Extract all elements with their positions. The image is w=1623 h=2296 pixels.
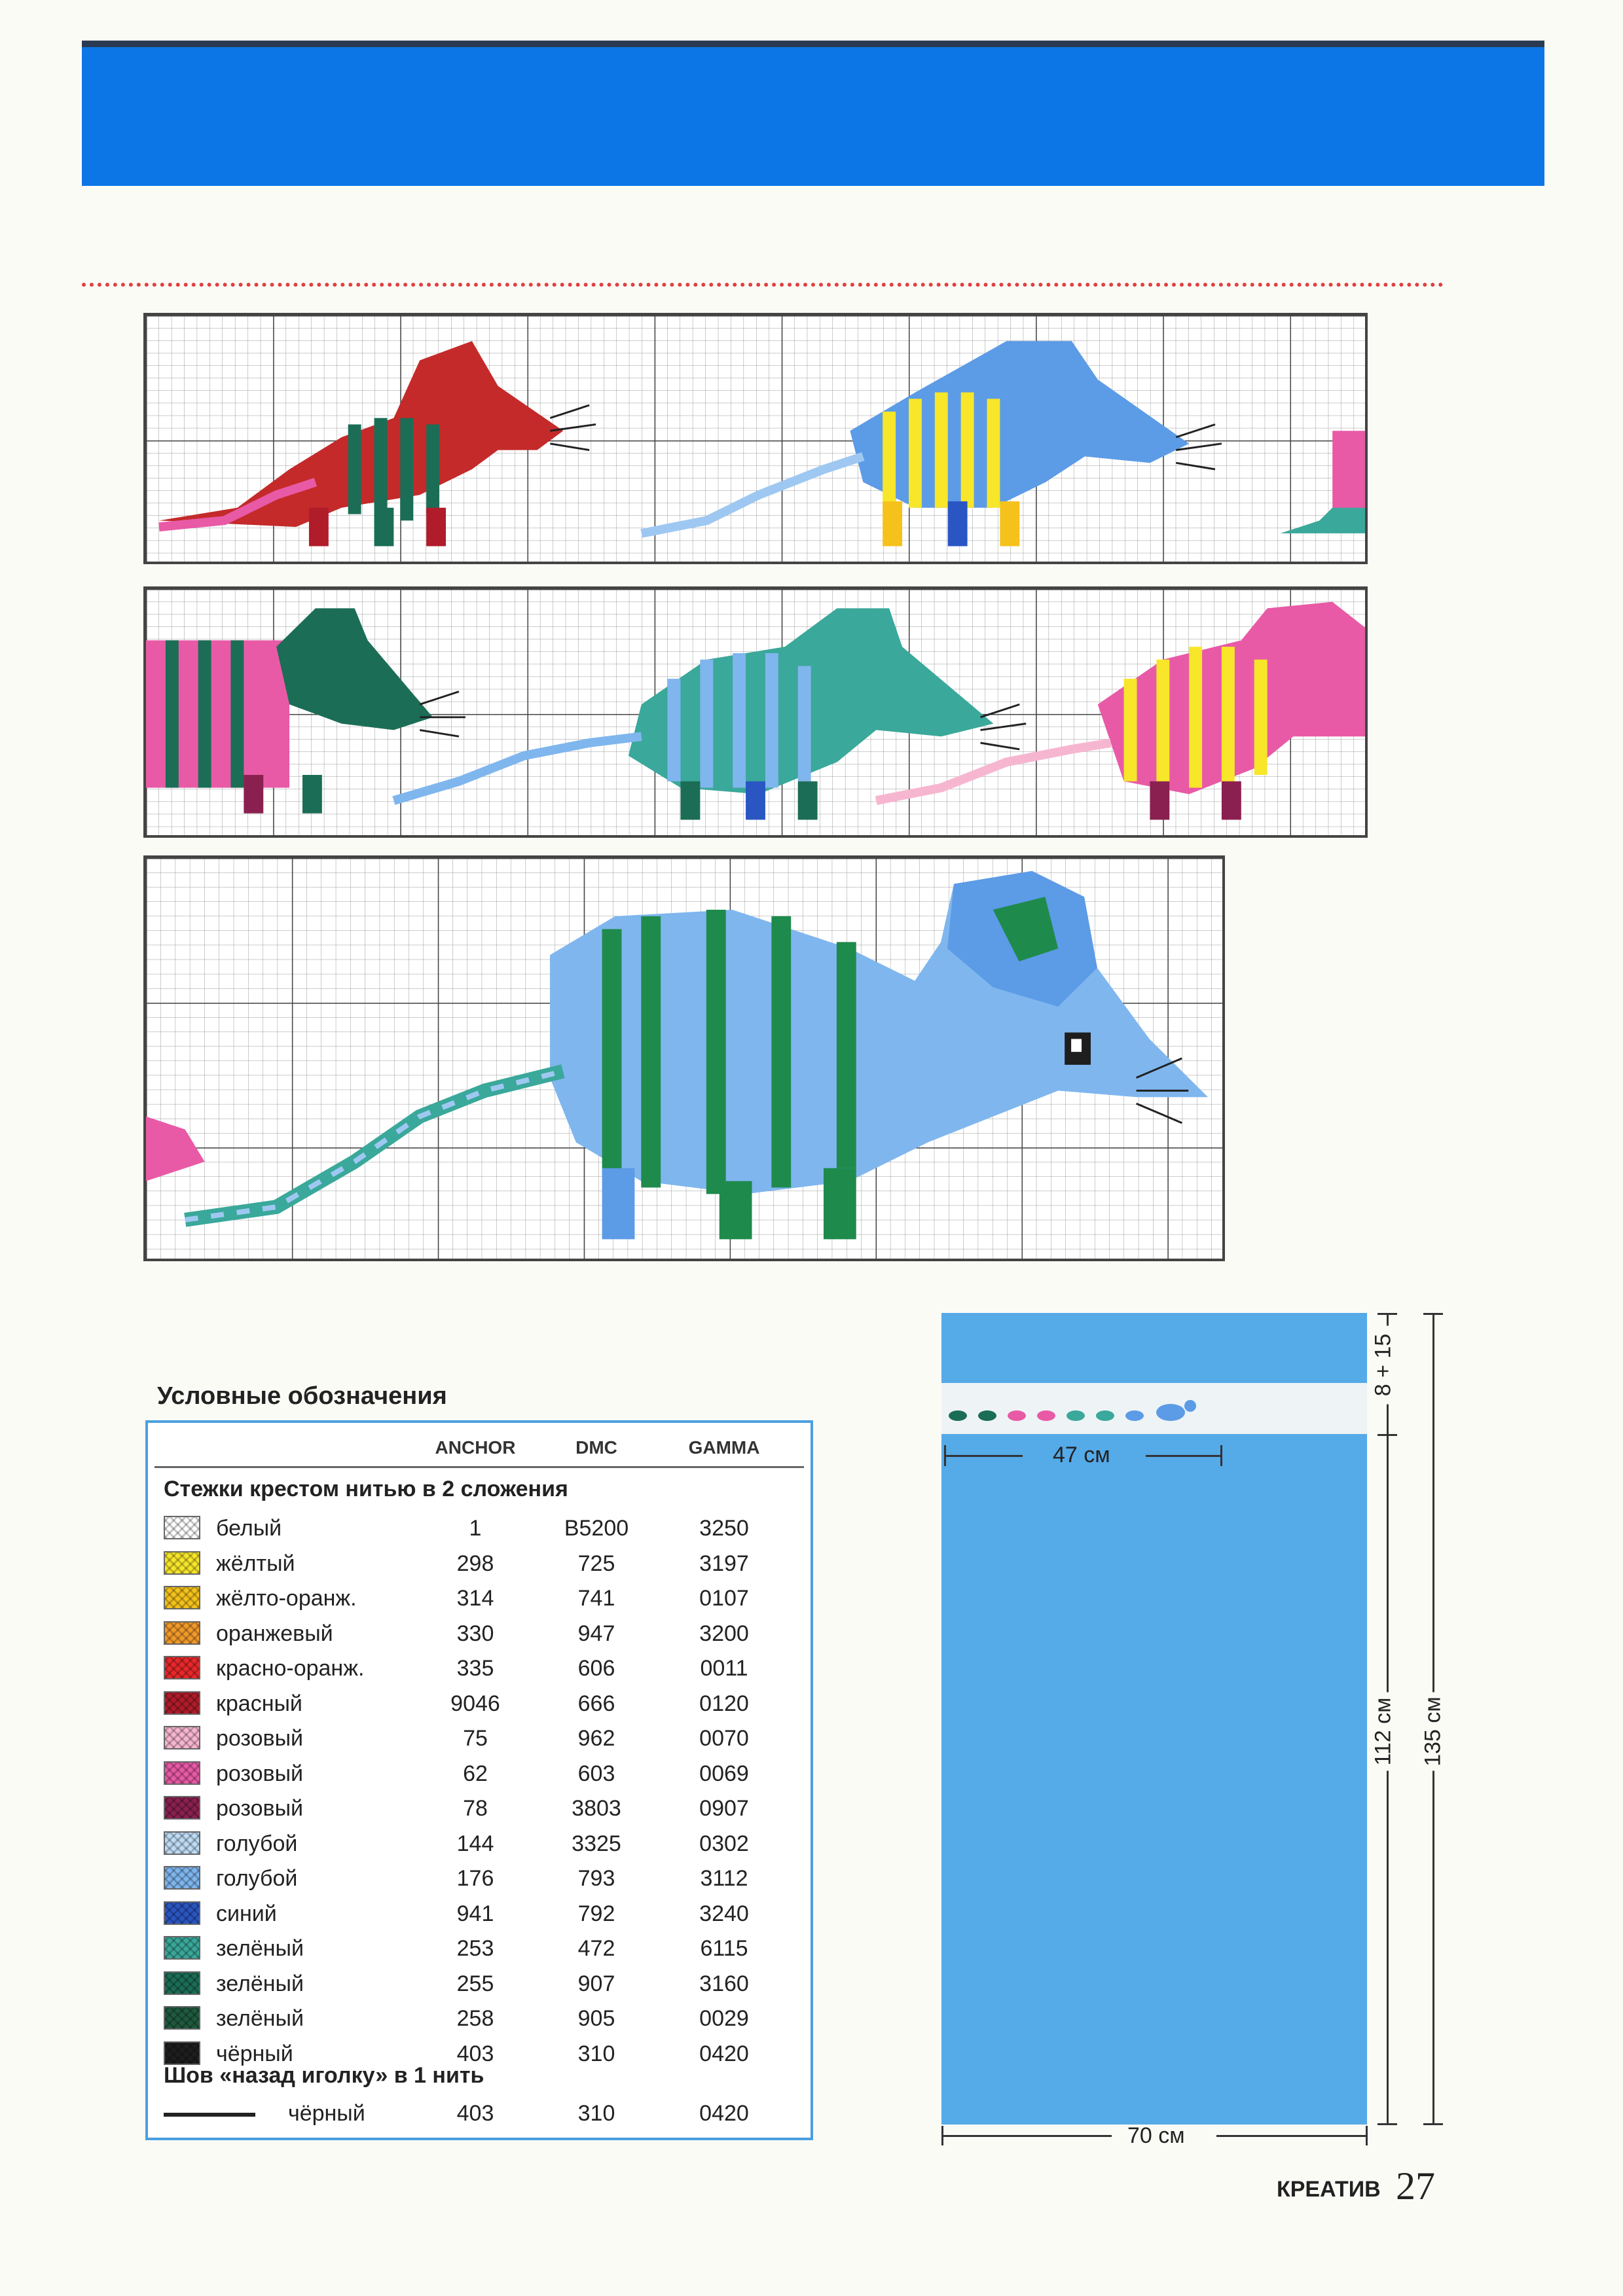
legend-gamma-value: 3197 [699, 1551, 749, 1576]
band-width-label: 47 см [1053, 1443, 1110, 1467]
legend-gamma-value: 0069 [699, 1761, 749, 1786]
color-swatch [164, 1586, 200, 1609]
legend-gamma-value: 0070 [699, 1726, 749, 1751]
legend-anchor-value: 1 [469, 1516, 482, 1541]
towel-embroidery-band [941, 1383, 1367, 1434]
backstitch-line-swatch [164, 2113, 255, 2117]
backstitch-heading: Шов «назад иголку» в 1 нить [164, 2063, 484, 2088]
legend-table [145, 1420, 813, 2140]
color-swatch [164, 1971, 200, 1995]
width-dim-line-left [941, 2135, 1112, 2137]
legend-dmc-value: 606 [577, 1656, 615, 1681]
band-width-dim-line-left [944, 1455, 1023, 1457]
backstitch-dmc: 310 [577, 2101, 615, 2126]
legend-dmc-value: 947 [577, 1621, 615, 1646]
legend-dmc-value: 907 [577, 1971, 615, 1996]
legend-anchor-value: 253 [456, 1936, 494, 1961]
legend-dmc-value: 603 [577, 1761, 615, 1786]
legend-title: Условные обозначения [157, 1382, 447, 1410]
pattern-chart-row-1 [143, 313, 1368, 564]
legend-gamma-value: 6115 [700, 1936, 748, 1961]
outer-dim-tick-bottom [1423, 2123, 1443, 2125]
color-swatch [164, 1831, 200, 1855]
legend-anchor-value: 176 [456, 1866, 494, 1891]
banner-scalloped-edge [82, 179, 1544, 194]
backstitch-row [164, 2096, 805, 2130]
legend-name: синий [216, 1901, 277, 1926]
legend-name: зелёный [216, 1936, 304, 1961]
outer-dim-tick-top [1423, 1313, 1443, 1315]
total-length-label: 135 см [1421, 1693, 1446, 1771]
legend-anchor-value: 941 [456, 1901, 494, 1926]
legend-gamma-value: 0302 [699, 1831, 749, 1856]
color-swatch [164, 1866, 200, 1890]
legend-anchor-value: 314 [456, 1586, 494, 1611]
backstitch-name: чёрный [288, 2101, 365, 2126]
legend-row [164, 1546, 805, 1580]
legend-name: зелёный [216, 1971, 304, 1996]
legend-name: жёлто-оранж. [216, 1586, 357, 1611]
legend-row [164, 1931, 805, 1965]
legend-name: красно-оранж. [216, 1656, 365, 1681]
legend-gamma-value: 0120 [699, 1691, 749, 1716]
inner-dim-tick-top [1377, 1313, 1397, 1315]
dotted-divider [82, 283, 1444, 287]
header-rule [155, 1466, 804, 1468]
color-swatch [164, 1796, 200, 1820]
legend-gamma-value: 3200 [699, 1621, 749, 1646]
color-swatch [164, 1726, 200, 1749]
legend-gamma-value: 3112 [700, 1866, 748, 1891]
legend-dmc-value: 3803 [572, 1796, 621, 1821]
towel-diagram [941, 1313, 1367, 2125]
legend-anchor-value: 403 [456, 2041, 494, 2066]
backstitch-anchor: 403 [456, 2101, 494, 2126]
legend-dmc-value: 792 [577, 1901, 615, 1926]
column-header-gamma: GAMMA [688, 1437, 760, 1458]
legend-dmc-value: 310 [577, 2041, 615, 2066]
legend-dmc-value: 666 [577, 1691, 615, 1716]
legend-gamma-value: 0011 [700, 1656, 748, 1681]
legend-name: голубой [216, 1866, 298, 1891]
color-swatch [164, 1516, 200, 1539]
legend-anchor-value: 144 [456, 1831, 494, 1856]
legend-name: голубой [216, 1831, 298, 1856]
legend-row [164, 1721, 805, 1755]
legend-anchor-value: 62 [463, 1761, 488, 1786]
inner-dim-tick-bottom [1377, 2123, 1397, 2125]
band-mice-motif [941, 1383, 1367, 1434]
middle-length-label: 112 см [1371, 1693, 1396, 1771]
legend-gamma-value: 3240 [699, 1901, 749, 1926]
legend-gamma-value: 0029 [699, 2006, 749, 2031]
legend-row [164, 1651, 805, 1685]
color-swatch [164, 2041, 200, 2065]
legend-dmc-value: 3325 [572, 1831, 621, 1856]
top-offset-label: 8 + 15 [1371, 1326, 1396, 1405]
legend-row [164, 1756, 805, 1790]
color-swatch [164, 1691, 200, 1715]
legend-anchor-value: 75 [463, 1726, 488, 1751]
legend-name: розовый [216, 1761, 304, 1786]
legend-row [164, 1861, 805, 1895]
legend-name: белый [216, 1516, 282, 1541]
color-swatch [164, 1936, 200, 1960]
legend-anchor-value: 255 [456, 1971, 494, 1996]
color-swatch [164, 2006, 200, 2030]
legend-dmc-value: 741 [577, 1586, 615, 1611]
footer-brand: КРЕАТИВ [1277, 2177, 1381, 2202]
band-width-tick-right [1220, 1445, 1222, 1466]
legend-name: оранжевый [216, 1621, 333, 1646]
legend-gamma-value: 0420 [699, 2041, 749, 2066]
pattern-chart-row-2 [143, 586, 1368, 838]
legend-dmc-value: 905 [577, 2006, 615, 2031]
color-swatch [164, 1901, 200, 1925]
width-label: 70 см [1127, 2123, 1185, 2148]
legend-gamma-value: 0107 [699, 1586, 749, 1611]
color-swatch [164, 1761, 200, 1785]
legend-anchor-value: 258 [456, 2006, 494, 2031]
legend-dmc-value: 472 [577, 1936, 615, 1961]
page-number: 27 [1396, 2164, 1435, 2208]
legend-row [164, 1826, 805, 1860]
legend-row [164, 1966, 805, 2000]
header-banner [82, 41, 1544, 186]
legend-gamma-value: 3250 [699, 1516, 749, 1541]
legend-name: жёлтый [216, 1551, 295, 1576]
cross-stitch-heading: Стежки крестом нитью в 2 сложения [164, 1477, 568, 1501]
legend-name: розовый [216, 1796, 304, 1821]
color-swatch [164, 1621, 200, 1645]
legend-name: красный [216, 1691, 302, 1716]
legend-row [164, 1791, 805, 1825]
legend-row [164, 1581, 805, 1615]
inner-dim-tick-band [1377, 1434, 1397, 1436]
backstitch-gamma: 0420 [699, 2101, 749, 2126]
legend-anchor-value: 335 [456, 1656, 494, 1681]
pattern-chart-large-mouse [143, 855, 1225, 1261]
legend-anchor-value: 330 [456, 1621, 494, 1646]
band-width-dim-line-right [1146, 1455, 1221, 1457]
width-dim-line-right [1216, 2135, 1367, 2137]
legend-row [164, 1896, 805, 1930]
legend-row [164, 1686, 805, 1720]
color-swatch [164, 1656, 200, 1679]
width-tick-left [941, 2126, 943, 2145]
legend-row [164, 1511, 805, 1545]
legend-row [164, 2001, 805, 2035]
legend-name: розовый [216, 1726, 304, 1751]
column-header-anchor: ANCHOR [435, 1437, 516, 1458]
legend-gamma-value: 0907 [699, 1796, 749, 1821]
legend-name: зелёный [216, 2006, 304, 2031]
legend-row [164, 1616, 805, 1650]
width-tick-right [1366, 2126, 1368, 2145]
legend-gamma-value: 3160 [699, 1971, 749, 1996]
legend-anchor-value: 298 [456, 1551, 494, 1576]
legend-dmc-value: 962 [577, 1726, 615, 1751]
legend-name: чёрный [216, 2041, 293, 2066]
legend-anchor-value: 9046 [450, 1691, 500, 1716]
band-width-tick-left [944, 1445, 946, 1466]
legend-anchor-value: 78 [463, 1796, 488, 1821]
legend-dmc-value: B5200 [564, 1516, 629, 1541]
legend-dmc-value: 725 [577, 1551, 615, 1576]
column-header-dmc: DMC [575, 1437, 617, 1458]
legend-dmc-value: 793 [577, 1866, 615, 1891]
color-swatch [164, 1551, 200, 1575]
